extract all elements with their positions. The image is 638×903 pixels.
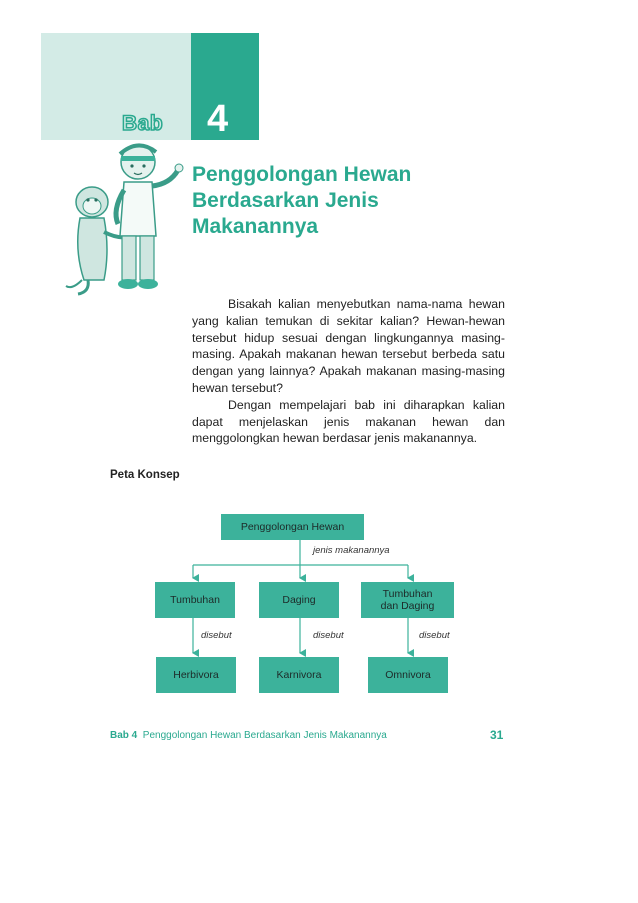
animal-group-node: Karnivora	[259, 657, 339, 693]
title-line: Makanannya	[192, 215, 319, 238]
food-type-node: Tumbuhan	[155, 582, 235, 618]
concept-map-heading: Peta Konsep	[110, 469, 180, 481]
intro-paragraph: Dengan mempelajari bab ini diharapkan kalian dapat menjelaskan jenis makanan hewan dan menggolongkan hewan berdasar jenis makanannya.	[192, 397, 505, 446]
chapter-label: Bab	[122, 112, 164, 135]
food-type-node: Daging	[259, 582, 339, 618]
running-footer	[110, 730, 387, 741]
footer-chapter-title: Penggolongan Hewan Berdasarkan Jenis Makanannya	[142, 730, 387, 741]
title-line: Berdasarkan Jenis	[192, 189, 379, 212]
animal-group-node: Herbivora	[156, 657, 236, 693]
root-edge-label: jenis makanannya	[313, 545, 390, 556]
footer-chapter-ref: Bab 4	[110, 730, 138, 741]
concept-root-node: Penggolongan Hewan	[221, 514, 364, 540]
edge-label: disebut	[419, 630, 450, 641]
animal-group-node: Omnivora	[368, 657, 448, 693]
chapter-number: 4	[207, 98, 229, 140]
title-line: Penggolongan Hewan	[192, 163, 412, 186]
food-type-node: Tumbuhan dan Daging	[361, 582, 454, 618]
edge-label: disebut	[313, 630, 344, 641]
intro-paragraph: Bisakah kalian menyebutkan nama-nama hewan yang kalian temukan di sekitar kalian? Hewan-hewan tersebut hidup sesuai dengan lingkungannya masing-masing. Apakah makanan hewan tersebut berbeda satu dengan yang lainnya? Apakah makanan masing-masing hewan tersebut?	[192, 297, 505, 395]
edge-label: disebut	[201, 630, 232, 641]
page-number: 31	[490, 728, 504, 742]
